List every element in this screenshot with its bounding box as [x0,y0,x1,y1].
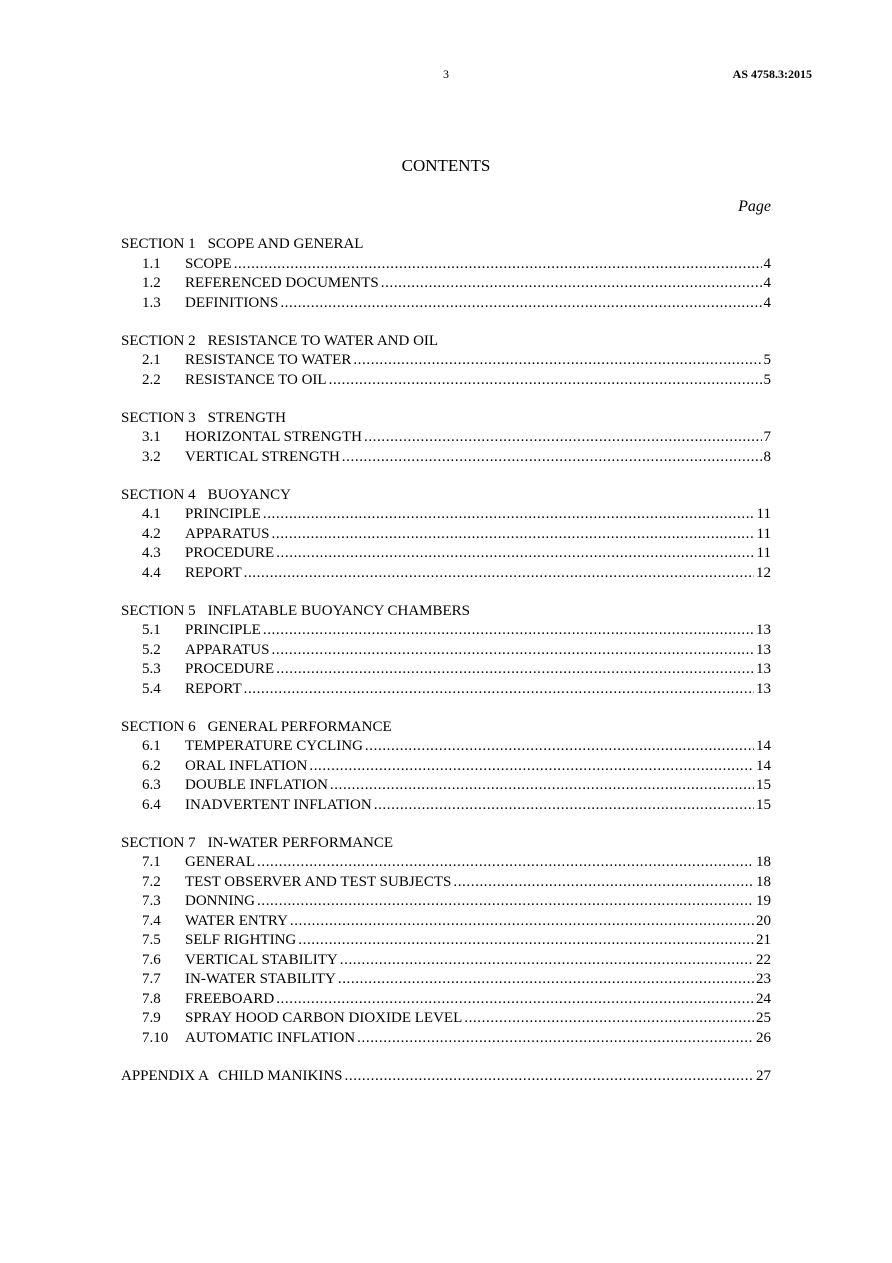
entry-title: GENERAL [185,854,255,870]
entry-title: REFERENCED DOCUMENTS [185,275,379,291]
entry-page: 11 [756,506,771,522]
entry-number: 4.1 [142,506,161,522]
entry-number: 7.2 [142,873,161,890]
toc-entry[interactable] [121,990,771,1010]
section-label: SECTION 3 [121,409,196,426]
entry-page: 25 [756,1010,771,1026]
toc-entry[interactable] [121,776,771,796]
entry-page: 4 [763,275,771,291]
entry-page: 19 [756,893,771,909]
toc-entry[interactable] [121,892,771,912]
dot-leader [338,970,754,990]
entry-page: 12 [756,564,771,581]
toc-entry[interactable] [121,255,771,275]
entry-title: RESISTANCE TO OIL [185,371,327,388]
entry-number: 2.2 [142,371,161,388]
entry-title: REPORT [185,564,242,581]
toc-entry[interactable] [121,873,771,893]
entry-number: 2.1 [142,352,161,368]
entry-number: 6.3 [142,777,161,793]
toc-entry[interactable] [121,1009,771,1029]
toc-entry[interactable] [121,371,771,391]
entry-number: 4.3 [142,545,161,561]
dot-leader [257,892,754,912]
entry-title: WATER ENTRY [185,912,288,929]
entry-title: DONNING [185,893,255,909]
toc-entry[interactable] [121,660,771,680]
toc-entry[interactable] [121,564,771,584]
entry-title: VERTICAL STRENGTH [185,448,340,465]
entry-number: 5.2 [142,641,161,658]
section-label: SECTION 2 [121,332,196,349]
entry-number: 7.7 [142,971,161,987]
entry-title: PROCEDURE [185,545,275,561]
dot-leader [276,660,754,680]
dot-leader [357,1029,754,1049]
entry-number: 7.4 [142,912,161,929]
section-label: SECTION 5 [121,602,196,619]
entry-page: 18 [756,854,771,870]
dot-leader [244,680,754,700]
section-title: RESISTANCE TO WATER AND OIL [207,332,439,349]
section-heading[interactable] [121,602,771,622]
entry-number: 3.2 [142,448,161,465]
entry-page: 11 [756,525,771,542]
entry-number: 6.4 [142,796,161,813]
entry-number: 4.2 [142,525,161,542]
entry-page: 4 [763,255,771,272]
entry-number: 6.2 [142,757,161,774]
entry-number: 1.2 [142,275,161,291]
entry-number: 1.1 [142,255,161,272]
toc-entry[interactable] [121,931,771,951]
toc-entry[interactable] [121,757,771,777]
entry-number: 5.4 [142,680,161,697]
dot-leader [365,737,754,757]
contents-title: CONTENTS [401,156,491,175]
entry-number: 6.1 [142,738,161,754]
entry-page: 26 [756,1029,771,1046]
entry-page: 27 [756,1067,771,1084]
toc-entry[interactable] [121,912,771,932]
section-title: IN-WATER PERFORMANCE [207,834,394,851]
entry-title: SPRAY HOOD CARBON DIOXIDE LEVEL [185,1010,463,1026]
toc-section-3 [121,409,771,468]
section-title: STRENGTH [207,409,286,426]
dot-leader [276,990,754,1010]
entry-title: IN-WATER STABILITY [185,971,336,987]
dot-leader [464,1009,754,1029]
dot-leader [453,873,754,893]
toc-entry[interactable] [121,294,771,314]
entry-page: 21 [756,932,771,948]
dot-leader [345,1067,754,1087]
table-of-contents [121,235,771,1105]
toc-entry[interactable] [121,1067,771,1087]
toc-section-2 [121,332,771,391]
dot-leader [276,544,754,564]
entry-page: 13 [756,622,771,638]
toc-entry[interactable] [121,853,771,873]
entry-page: 15 [756,777,771,793]
entry-number: 7.3 [142,893,161,909]
section-label: SECTION 4 [121,486,196,503]
entry-title: PRINCIPLE [185,506,261,522]
entry-number: 7.10 [142,1029,169,1046]
toc-entry[interactable] [121,544,771,564]
entry-title: AUTOMATIC INFLATION [185,1029,356,1046]
dot-leader [272,641,755,661]
dot-leader [353,351,761,371]
page-column-label: Page [738,198,771,215]
dot-leader [272,525,755,545]
entry-title: SCOPE [185,255,232,272]
entry-page: 5 [763,371,771,388]
section-title: BUOYANCY [207,486,291,503]
entry-title: REPORT [185,680,242,697]
entry-page: 14 [756,757,771,774]
section-heading[interactable] [121,409,771,429]
entry-number: 7.9 [142,1010,161,1026]
entry-title: DOUBLE INFLATION [185,777,328,793]
appendix-title: CHILD MANIKINS [217,1067,343,1084]
dot-leader [309,757,754,777]
entry-title: RESISTANCE TO WATER [185,352,352,368]
toc-section-7 [121,834,771,1049]
section-title: SCOPE AND GENERAL [207,236,364,252]
toc-entry[interactable] [121,1029,771,1049]
toc-section-5 [121,602,771,700]
entry-number: 7.5 [142,932,161,948]
dot-leader [329,371,762,391]
section-label: SECTION 1 [121,236,196,252]
entry-page: 22 [756,951,771,968]
standard-number: AS 4758.3:2015 [732,67,812,81]
section-heading[interactable] [121,332,771,352]
section-title: GENERAL PERFORMANCE [207,718,392,735]
dot-leader [342,448,762,468]
toc-entry[interactable] [121,970,771,990]
entry-page: 13 [756,680,771,697]
entry-title: SELF RIGHTING [185,932,297,948]
entry-title: PROCEDURE [185,661,275,677]
entry-number: 7.8 [142,990,161,1007]
entry-title: TEMPERATURE CYCLING [185,738,363,754]
entry-number: 5.1 [142,622,161,638]
dot-leader [298,931,754,951]
toc-entry[interactable] [121,274,771,294]
dot-leader [381,274,762,294]
toc-entry[interactable] [121,621,771,641]
entry-page: 5 [763,352,771,368]
entry-title: ORAL INFLATION [185,757,308,774]
page-number: 3 [443,67,449,81]
dot-leader [340,951,754,971]
section-label: SECTION 6 [121,718,196,735]
entry-title: APPARATUS [185,641,270,658]
entry-title: PRINCIPLE [185,622,261,638]
dot-leader [280,294,761,314]
toc-entry[interactable] [121,525,771,545]
dot-leader [234,255,762,275]
toc-entry[interactable] [121,641,771,661]
entry-page: 14 [756,738,771,754]
toc-appendix-a [121,1067,771,1087]
entry-number: 1.3 [142,294,161,311]
entry-number: 7.6 [142,951,161,968]
toc-entry[interactable] [121,351,771,371]
toc-section-6 [121,718,771,816]
dot-leader [257,853,754,873]
dot-leader [263,505,755,525]
entry-page: 15 [756,796,771,813]
entry-number: 5.3 [142,661,161,677]
toc-entry[interactable] [121,505,771,525]
section-heading[interactable] [121,486,771,506]
toc-entry[interactable] [121,428,771,448]
toc-section-1 [121,235,771,313]
dot-leader [290,912,754,932]
entry-title: DEFINITIONS [185,294,279,311]
dot-leader [263,621,754,641]
section-heading[interactable] [121,718,771,738]
section-heading[interactable] [121,834,771,854]
toc-section-4 [121,486,771,584]
toc-entry[interactable] [121,680,771,700]
entry-page: 23 [756,971,771,987]
entry-number: 7.1 [142,854,161,870]
toc-entry[interactable] [121,951,771,971]
entry-page: 18 [756,873,771,890]
section-heading[interactable] [121,235,771,255]
toc-entry[interactable] [121,796,771,816]
entry-page: 13 [756,641,771,658]
dot-leader [374,796,754,816]
section-label: SECTION 7 [121,834,196,851]
entry-title: INADVERTENT INFLATION [185,796,372,813]
appendix-label: APPENDIX A [121,1067,209,1084]
toc-entry[interactable] [121,737,771,757]
entry-page: 24 [756,990,771,1007]
toc-entry[interactable] [121,448,771,468]
entry-page: 11 [756,545,771,561]
dot-leader [330,776,754,796]
entry-number: 3.1 [142,429,161,445]
entry-page: 8 [763,448,771,465]
entry-title: HORIZONTAL STRENGTH [185,429,362,445]
entry-page: 7 [763,429,771,445]
entry-title: VERTICAL STABILITY [185,951,338,968]
entry-number: 4.4 [142,564,161,581]
entry-page: 20 [756,912,771,929]
dot-leader [244,564,754,584]
entry-title: FREEBOARD [185,990,275,1007]
dot-leader [364,428,762,448]
entry-title: APPARATUS [185,525,270,542]
entry-page: 4 [763,294,771,311]
entry-title: TEST OBSERVER AND TEST SUBJECTS [185,873,452,890]
section-title: INFLATABLE BUOYANCY CHAMBERS [207,602,471,619]
entry-page: 13 [756,661,771,677]
